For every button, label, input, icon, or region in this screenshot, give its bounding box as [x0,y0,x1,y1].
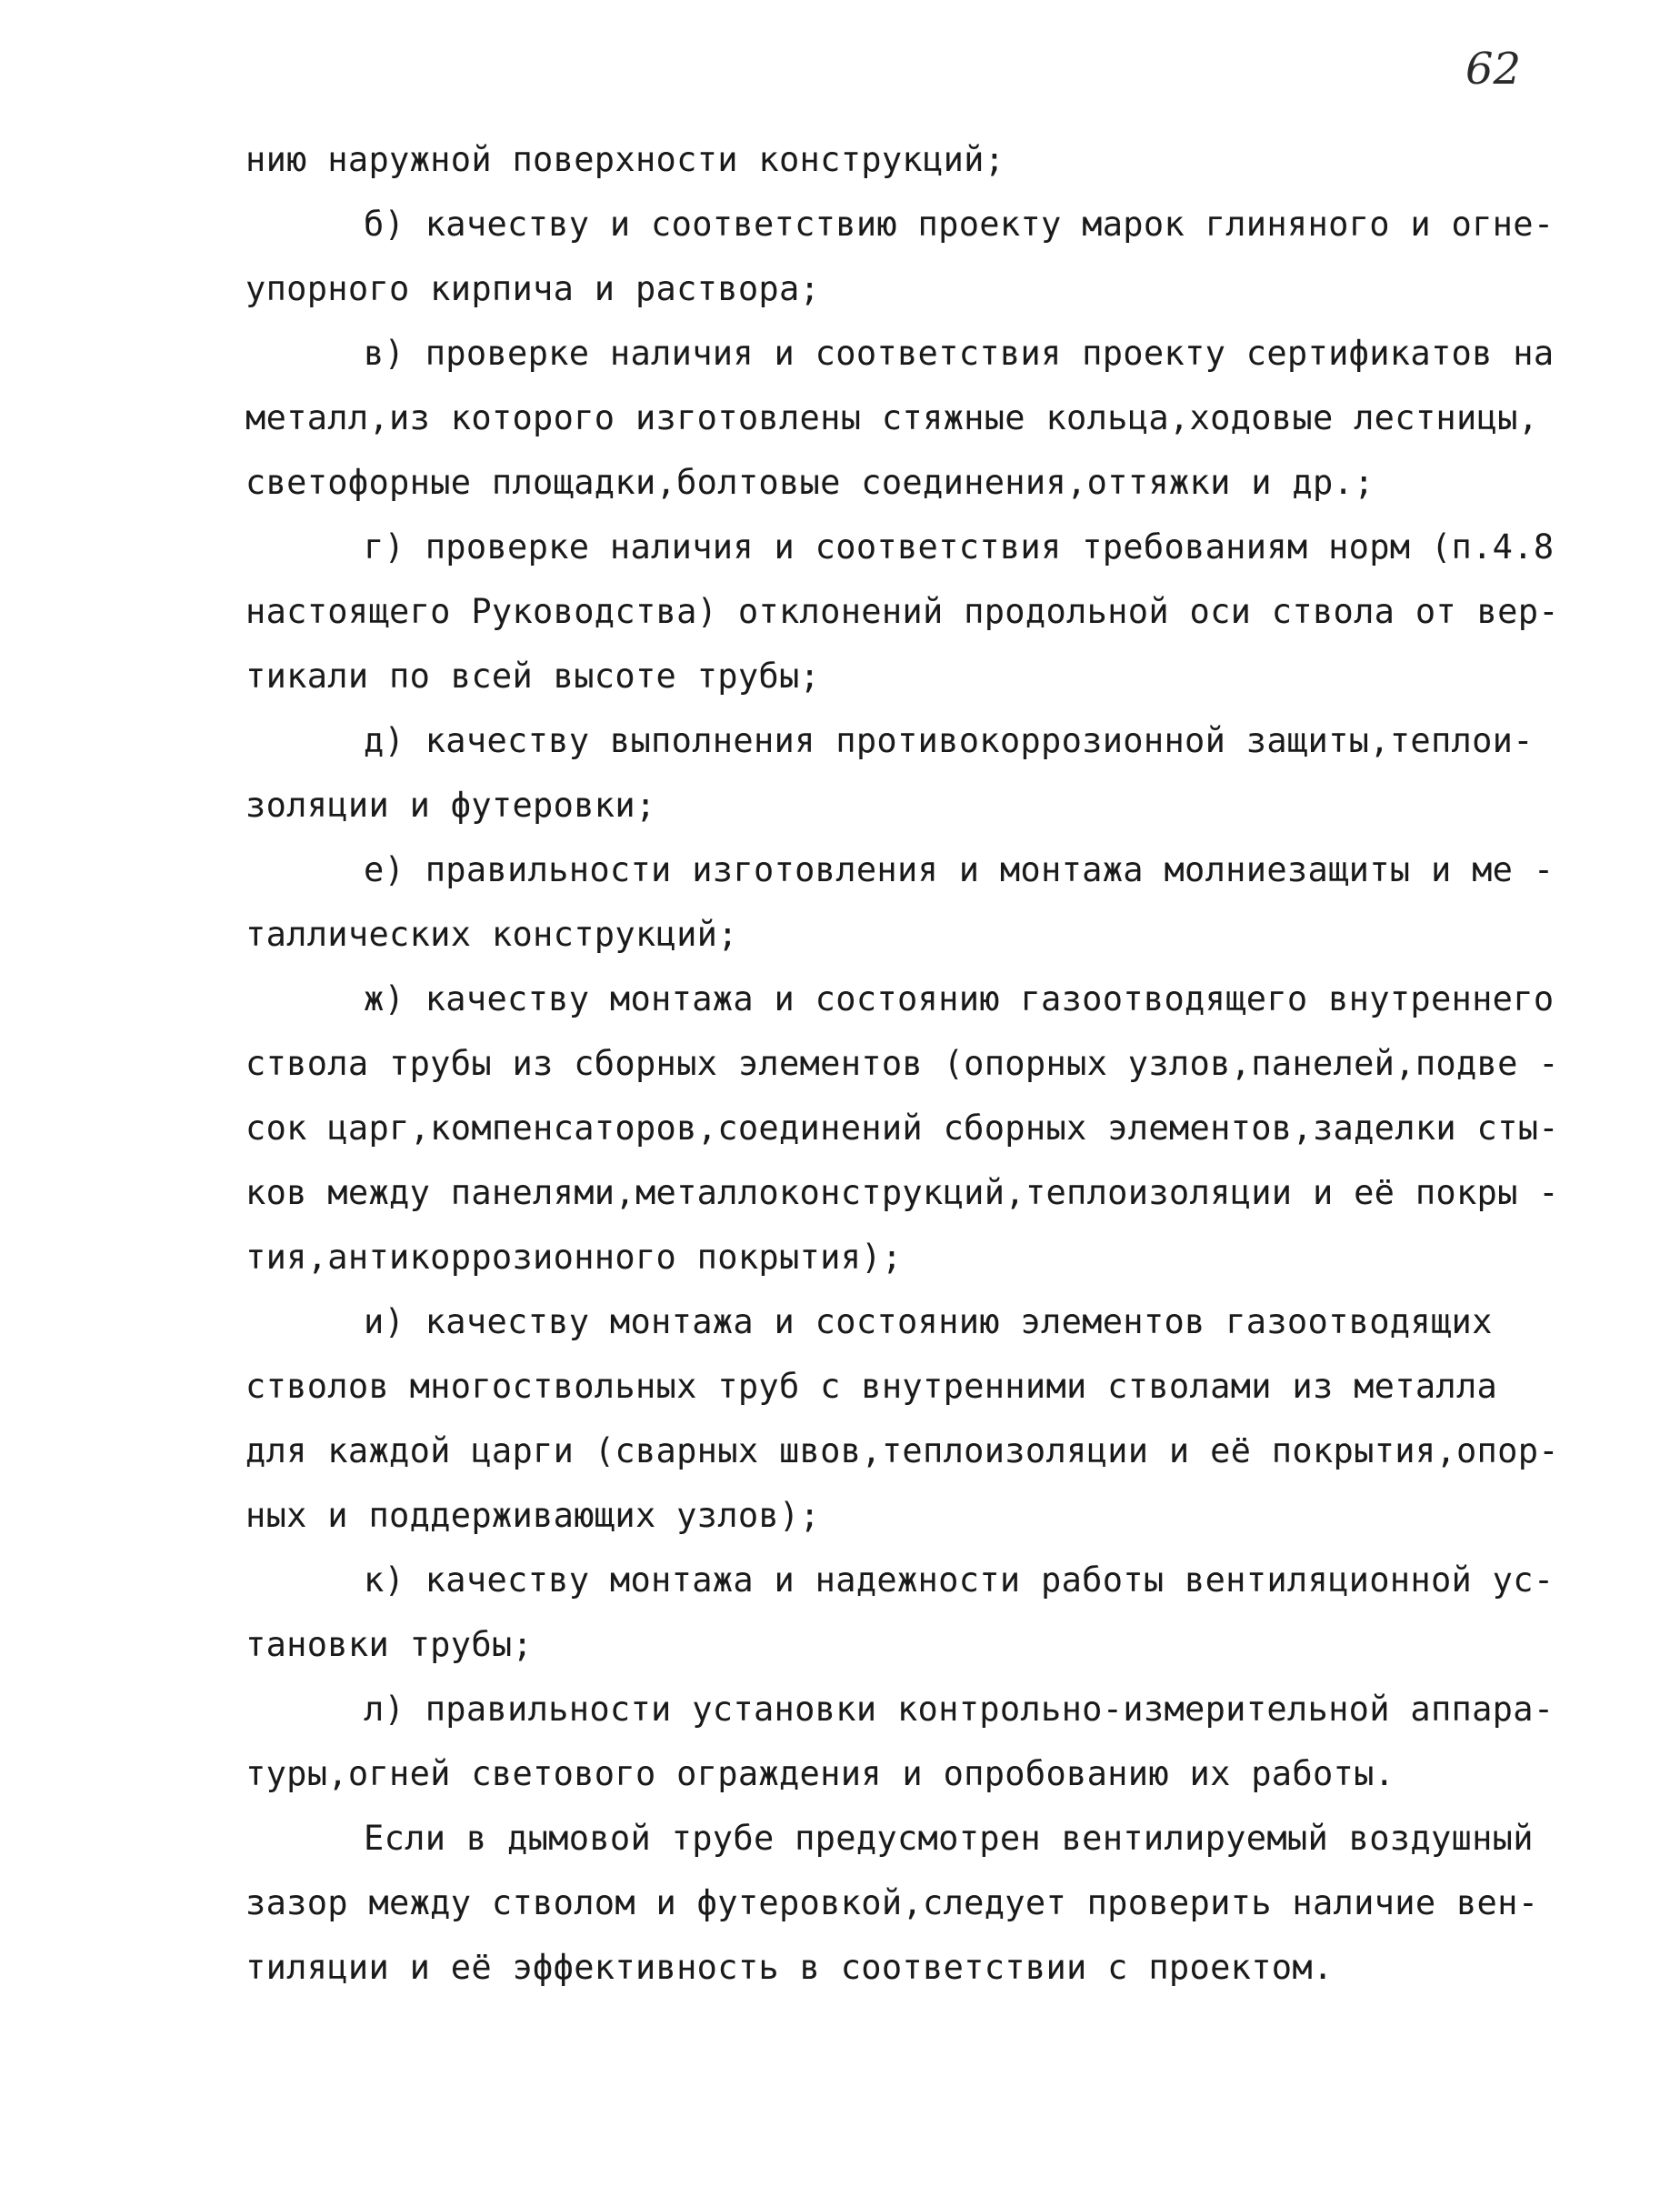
text-line: ков между панелями,металлоконструкций,теплоизоляции и её покры - [245,1173,1559,1212]
text-line: настоящего Руководства) отклонений продольной оси ствола от вер- [245,592,1559,631]
text-line: упорного кирпича и раствора; [245,269,821,308]
text-line: тиляции и её эффективность в соответствии с проектом. [245,1948,1334,1987]
text-line: тия,антикоррозионного покрытия); [245,1238,903,1277]
text-line: сок царг,компенсаторов,соединений сборных элементов,заделки сты- [245,1109,1559,1148]
list-item-zh: ж) качеству монтажа и состоянию газоотводящего внутреннего [364,979,1555,1018]
list-item-k: к) качеству монтажа и надежности работы вентиляционной ус- [364,1560,1555,1600]
text-line: туры,огней светового ограждения и опробованию их работы. [245,1754,1395,1793]
list-item-b: б) качеству и соответствию проекту марок глиняного и огне- [364,205,1555,244]
list-item-e: е) правильности изготовления и монтажа молниезащиты и ме - [364,850,1555,889]
text-line: ных и поддерживающих узлов); [245,1496,821,1535]
text-line: тикали по всей высоте трубы; [245,657,821,696]
page-number: 62 [1465,44,1522,95]
text-line: ствола трубы из сборных элементов (опорных узлов,панелей,подве - [245,1044,1559,1083]
closing-paragraph: Если в дымовой трубе предусмотрен вентилируемый воздушный [364,1819,1534,1858]
body-text [245,127,1559,2000]
text-line: нию наружной поверхности конструкций; [245,140,1005,179]
text-line: золяции и футеровки; [245,786,656,825]
text-line: для каждой царги (сварных швов,теплоизоляции и её покрытия,опор- [245,1431,1559,1470]
text-line: тановки трубы; [245,1625,534,1664]
text-line: стволов многоствольных труб с внутренними стволами из металла [245,1367,1498,1406]
list-item-d: д) качеству выполнения противокоррозионной защиты,теплои- [364,721,1534,760]
text-line: металл,из которого изготовлены стяжные кольца,ходовые лестницы, [245,398,1539,437]
text-line: светофорные площадки,болтовые соединения,оттяжки и др.; [245,463,1375,502]
list-item-i: и) качеству монтажа и состоянию элементов газоотводящих [364,1302,1493,1341]
text-line: зазор между стволом и футеровкой,следует проверить наличие вен- [245,1883,1539,1922]
list-item-l: л) правильности установки контрольно-измерительной аппара- [364,1690,1555,1729]
list-item-v: в) проверке наличия и соответствия проекту сертификатов на [364,334,1555,373]
text-line: таллических конструкций; [245,915,738,954]
list-item-g: г) проверке наличия и соответствия требованиям норм (п.4.8 [364,527,1555,567]
